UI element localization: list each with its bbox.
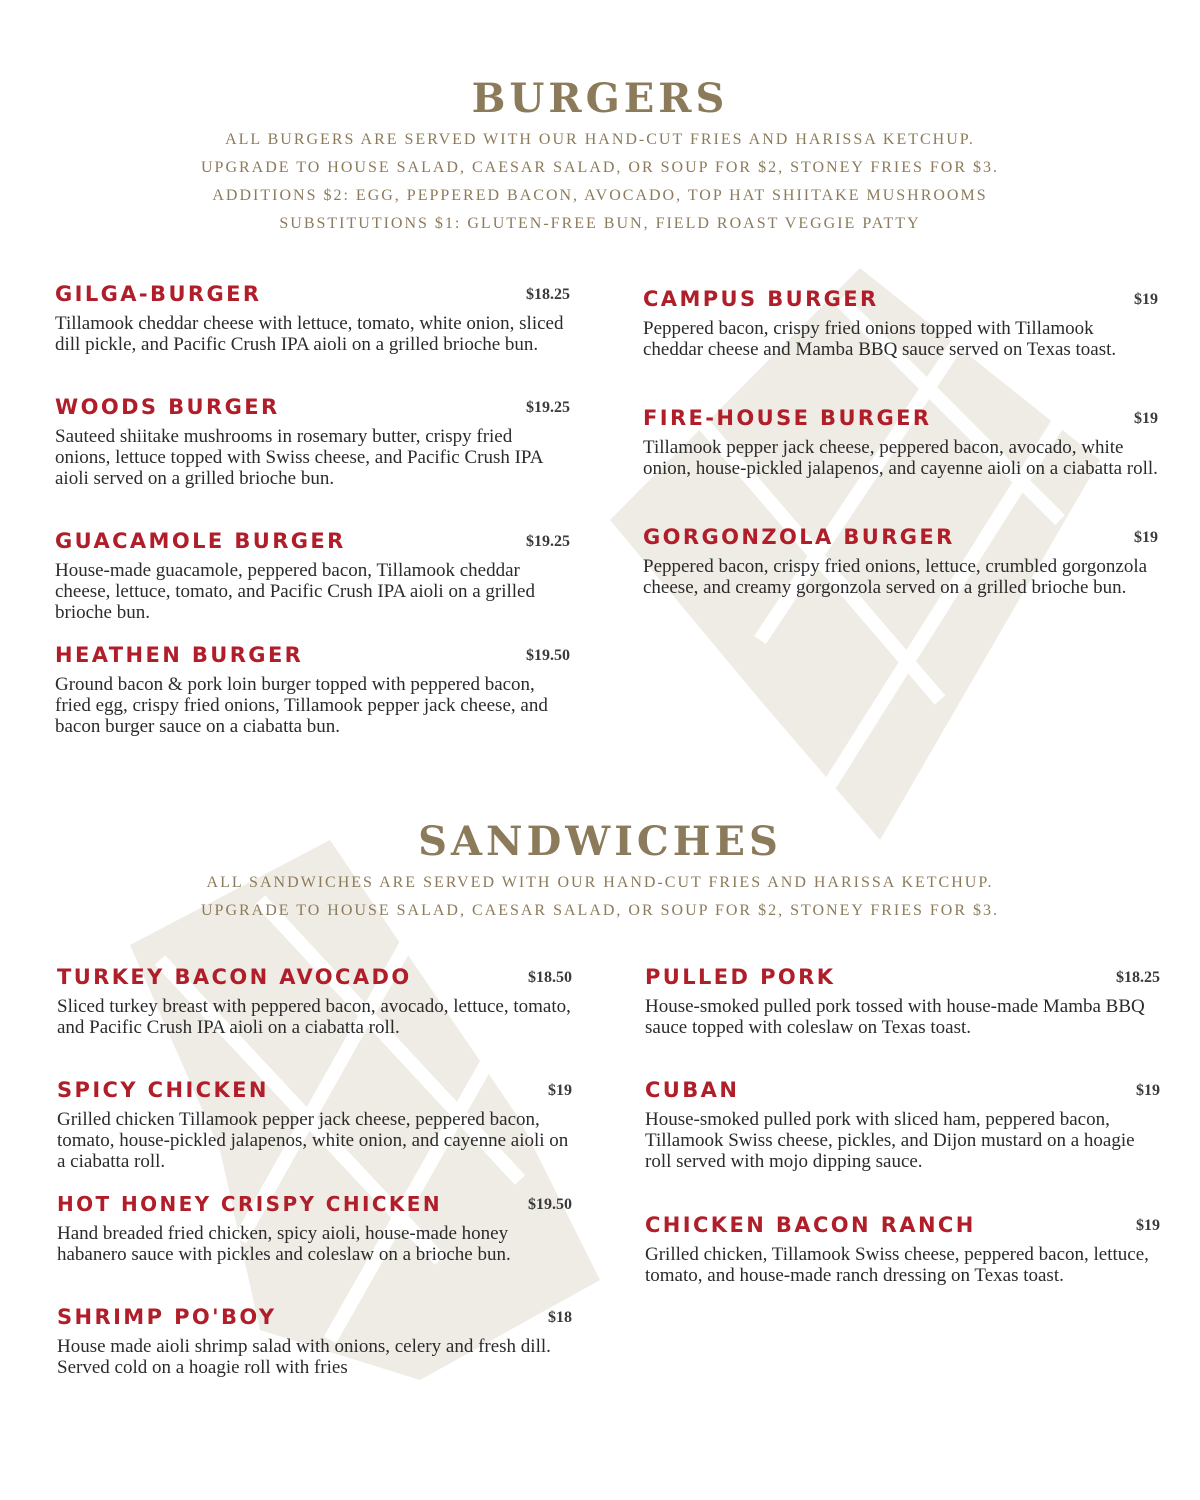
item-name: CHICKEN BACON RANCH: [645, 1213, 976, 1237]
item-name: WOODS BURGER: [55, 395, 280, 419]
item-name: TURKEY BACON AVOCADO: [57, 965, 412, 989]
menu-item: [55, 529, 570, 623]
item-price: $18.25: [1116, 969, 1160, 986]
menu-item: [55, 395, 570, 489]
menu-item: [57, 1305, 572, 1378]
sandwiches-notes: [0, 869, 1200, 925]
item-name: GUACAMOLE BURGER: [55, 529, 346, 553]
item-description: Sauteed shiitake mushrooms in rosemary butter, crispy fried onions, lettuce topped with Swiss cheese, and Pacific Crush IPA aioli served on a grilled brioche bun.: [55, 426, 543, 489]
item-description: Peppered bacon, crispy fried onions topped with Tillamook cheddar cheese and Mamba BBQ sauce served on Texas toast.: [643, 318, 1117, 360]
item-price: $18.25: [526, 286, 570, 303]
menu-item: [645, 965, 1160, 1038]
item-name: SHRIMP PO'BOY: [57, 1305, 277, 1329]
item-description: Ground bacon & pork loin burger topped with peppered bacon, fried egg, crispy fried onions, Tillamook pepper jack cheese, and bacon burger sauce on a ciabatta bun.: [55, 674, 548, 737]
menu-item: [55, 282, 570, 355]
burgers-note: ALL BURGERS ARE SERVED WITH OUR HAND-CUT FRIES AND HARISSA KETCHUP.: [225, 131, 975, 148]
item-name: FIRE-HOUSE BURGER: [643, 406, 932, 430]
burgers-title: BURGERS: [471, 75, 729, 122]
item-price: $19: [548, 1082, 572, 1099]
item-name: HOT HONEY CRISPY CHICKEN: [57, 1192, 442, 1216]
sandwiches-note: ALL SANDWICHES ARE SERVED WITH OUR HAND-CUT FRIES AND HARISSA KETCHUP.: [206, 874, 994, 891]
item-description: Grilled chicken Tillamook pepper jack cheese, peppered bacon, tomato, house-pickled jalapenos, white onion, and cayenne aioli on a ciabatta roll.: [57, 1109, 569, 1172]
burgers-note: ADDITIONS $2: EGG, PEPPERED BACON, AVOCADO, TOP HAT SHIITAKE MUSHROOMS: [212, 187, 988, 204]
menu-item: [643, 406, 1158, 479]
item-name: SPICY CHICKEN: [57, 1078, 269, 1102]
item-price: $19: [1136, 1217, 1160, 1234]
item-name: PULLED PORK: [645, 965, 836, 989]
menu-item: [55, 643, 570, 737]
item-price: $19.25: [526, 399, 570, 416]
item-description: Sliced turkey breast with peppered bacon, avocado, lettuce, tomato, and Pacific Crush IPA aioli on a ciabatta roll.: [57, 996, 571, 1038]
menu-item: [57, 965, 572, 1038]
item-price: $19: [1136, 1082, 1160, 1099]
item-description: House-smoked pulled pork tossed with house-made Mamba BBQ sauce topped with coleslaw on Texas toast.: [645, 996, 1145, 1038]
item-price: $18.50: [528, 969, 572, 986]
item-description: Tillamook cheddar cheese with lettuce, tomato, white onion, sliced dill pickle, and Pacific Crush IPA aioli on a grilled brioche bun.: [55, 313, 564, 355]
burgers-notes: [0, 126, 1200, 238]
item-description: House-smoked pulled pork with sliced ham, peppered bacon, Tillamook Swiss cheese, pickles, and Dijon mustard on a hoagie roll served with mojo dipping sauce.: [645, 1109, 1135, 1172]
item-price: $19.50: [528, 1196, 572, 1213]
item-price: $19.25: [526, 533, 570, 550]
item-price: $19: [1134, 410, 1158, 427]
item-description: Peppered bacon, crispy fried onions, lettuce, crumbled gorgonzola cheese, and creamy gorgonzola served on a grilled brioche bun.: [643, 556, 1148, 598]
burgers-note: SUBSTITUTIONS $1: GLUTEN-FREE BUN, FIELD ROAST VEGGIE PATTY: [279, 215, 921, 232]
menu-item: [643, 525, 1158, 598]
item-description: House made aioli shrimp salad with onions, celery and fresh dill. Served cold on a hoagie roll with fries: [57, 1336, 551, 1378]
menu-item: [643, 287, 1158, 360]
item-description: Hand breaded fried chicken, spicy aioli, house-made honey habanero sauce with pickles and coleslaw on a brioche bun.: [57, 1223, 511, 1265]
item-name: GILGA-BURGER: [55, 282, 262, 306]
item-price: $19: [1134, 529, 1158, 546]
item-description: Grilled chicken, Tillamook Swiss cheese, peppered bacon, lettuce, tomato, and house-made ranch dressing on Texas toast.: [645, 1244, 1149, 1286]
burgers-note: UPGRADE TO HOUSE SALAD, CAESAR SALAD, OR SOUP FOR $2, STONEY FRIES FOR $3.: [200, 159, 1000, 176]
item-name: CUBAN: [645, 1078, 740, 1102]
sandwiches-note: UPGRADE TO HOUSE SALAD, CAESAR SALAD, OR SOUP FOR $2, STONEY FRIES FOR $3.: [200, 902, 1000, 919]
item-name: CAMPUS BURGER: [643, 287, 879, 311]
item-price: $18: [548, 1309, 572, 1326]
item-name: HEATHEN BURGER: [55, 643, 304, 667]
item-description: House-made guacamole, peppered bacon, Tillamook cheddar cheese, lettuce, tomato, and Pacific Crush IPA aioli on a grilled brioche bun.: [55, 560, 535, 623]
menu-item: [645, 1078, 1160, 1172]
menu-item: [645, 1213, 1160, 1286]
menu-item: [57, 1078, 572, 1172]
menu-item: [57, 1192, 572, 1265]
item-name: GORGONZOLA BURGER: [643, 525, 955, 549]
item-price: $19.50: [526, 647, 570, 664]
item-description: Tillamook pepper jack cheese, peppered bacon, avocado, white onion, house-pickled jalapenos, and cayenne aioli on a ciabatta roll.: [643, 437, 1158, 479]
sandwiches-title: SANDWICHES: [418, 818, 782, 865]
item-price: $19: [1134, 291, 1158, 308]
